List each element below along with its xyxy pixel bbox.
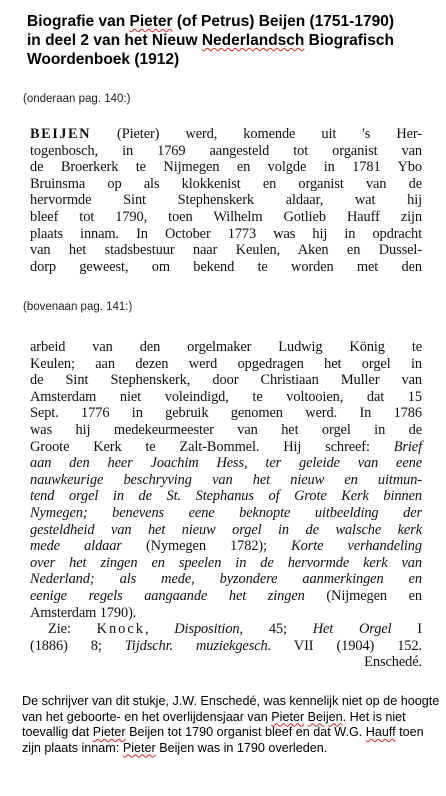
scan-italic-text: Nederland	[30, 571, 90, 588]
title-text: in deel 2 van het Nieuw	[27, 32, 202, 49]
scan-line: Amsterdam 1790).	[30, 604, 137, 621]
scan-line: Amsterdam niet voleindigd, te voltooien, dat 15	[30, 388, 422, 405]
scan-spaced-text: Knock	[96, 621, 145, 638]
scan-italic-text: ; als mede, byzondere aanmerkingen en	[89, 571, 422, 588]
scan-text: ,	[144, 621, 175, 638]
scan-text: Zie:	[48, 621, 97, 638]
scan-line: dorp geweest, om bekend te worden met den	[30, 258, 422, 275]
scan-line: Keulen; aan dezen werd opgedragen het orgel in	[30, 355, 422, 372]
scan-text: (Pieter) werd, komende uit 's Her-	[90, 126, 422, 142]
title-text: Biografisch	[304, 32, 394, 49]
scan-line: bleef tot 1790, toen Wilhelm Gotlieb Hauff zijn	[30, 208, 422, 225]
scan-italic-text: Brief	[393, 438, 422, 455]
scan-line: tend orgel in de St. Stephanus of Grote Kerk binnen	[30, 488, 422, 505]
scan-italic-text: Korte verhandeling	[291, 538, 422, 555]
title-text: Woordenboek (1912)	[27, 51, 180, 68]
spellcheck-word: Pieter	[129, 13, 173, 30]
scan-excerpt-page-141	[30, 339, 422, 671]
scan-line: Bruinsma op als klokkenist en organist van de	[30, 175, 422, 192]
footer-text: . Het is niet toevallig dat	[22, 709, 406, 739]
scan-line: was hij medekeurmeester van het orgel in de	[30, 421, 422, 438]
scan-text: , 45;	[239, 621, 313, 638]
spellcheck-word: Hauff	[365, 725, 396, 739]
scan-line: gesteldheid van het nieuw orgel in de walsche kerk	[30, 521, 422, 538]
scan-text: I	[391, 621, 422, 638]
footer-text: De schrijver van dit stukje, J.W. Enschedé, was kennelijk niet op de hoogte van het geboorte- en het overlijdensjaar van	[22, 694, 440, 724]
spellcheck-word: Pieter	[271, 709, 305, 724]
spellcheck-word: Pieter	[122, 740, 156, 755]
scan-italic-text: Nymegen	[30, 504, 83, 521]
spellcheck-word: Nederlandsch	[201, 32, 305, 49]
scan-text: VII (1904) 152.	[271, 637, 422, 654]
scan-line: togenbosch, in 1769 aangesteld tot organist van	[30, 142, 422, 159]
entry-headword: BEIJEN	[30, 126, 91, 142]
scan-italic-text: ; benevens eene beknopte uitbeelding der	[82, 504, 422, 521]
scan-italic-text: eenige regels aangaande het zingen	[30, 587, 305, 604]
scan-line: Sept. 1776 in gebruik genomen werd. In 1786	[30, 405, 422, 422]
scan-line: nauwkeurige beschryving van het nieuw en uitmun-	[30, 471, 422, 488]
scan-line: arbeid van den orgelmaker Ludwig König te	[30, 339, 422, 355]
scan-italic-text: Disposition	[174, 621, 240, 638]
scan-line: over het zingen en speelen in de hervormde kerk van	[30, 554, 422, 571]
footer-text: Beijen was in 1790 overleden.	[155, 740, 328, 755]
scan-line: van het stadsbestuur naar Keulen, Aken en Dussel-	[30, 242, 422, 259]
spellcheck-word: Pieter	[92, 725, 126, 739]
page-note-top: (onderaan pag. 140:)	[23, 93, 131, 105]
scan-text: Groote Kerk te Zalt-Bommel. Hij schreef:	[30, 438, 394, 455]
footer-text: Beijen tot 1790 organist bleef en dat W.G.	[125, 725, 366, 739]
scan-excerpt-page-140	[30, 126, 422, 275]
page-title	[27, 12, 442, 69]
scan-line: hervormde Sint Stephenskerk aldaar, wat hij	[30, 192, 422, 209]
scan-text: (Nijmegen en	[304, 587, 422, 604]
scan-italic-text: Het Orgel	[312, 621, 392, 638]
scan-line: de Broerkerk te Nijmegen en volgde in 1781 Ybo	[30, 159, 422, 176]
title-text: Biografie van	[27, 13, 130, 30]
scan-italic-text: Tijdschr. muziekgesch.	[124, 637, 272, 654]
page-note-mid: (bovenaan pag. 141:)	[23, 301, 133, 313]
commentary-paragraph	[22, 694, 442, 756]
scan-line: aan den heer Joachim Hess, ter geleide van eene	[30, 455, 422, 472]
scan-line: de Sint Stephenskerk, door Christiaan Muller van	[30, 372, 422, 389]
scan-text: (Nymegen 1782);	[121, 538, 292, 555]
scan-signature: Enschedé.	[364, 654, 422, 671]
spellcheck-word: Beijen	[307, 709, 343, 724]
title-text: (of Petrus) Beijen (1751-1790)	[172, 13, 394, 30]
scan-text: (1886) 8;	[30, 637, 125, 654]
scan-italic-text: mede aldaar	[30, 538, 122, 555]
footer-text: toen zijn plaats innam:	[22, 725, 424, 755]
scan-line: plaats innam. In October 1773 was hij in opdracht	[30, 225, 422, 242]
